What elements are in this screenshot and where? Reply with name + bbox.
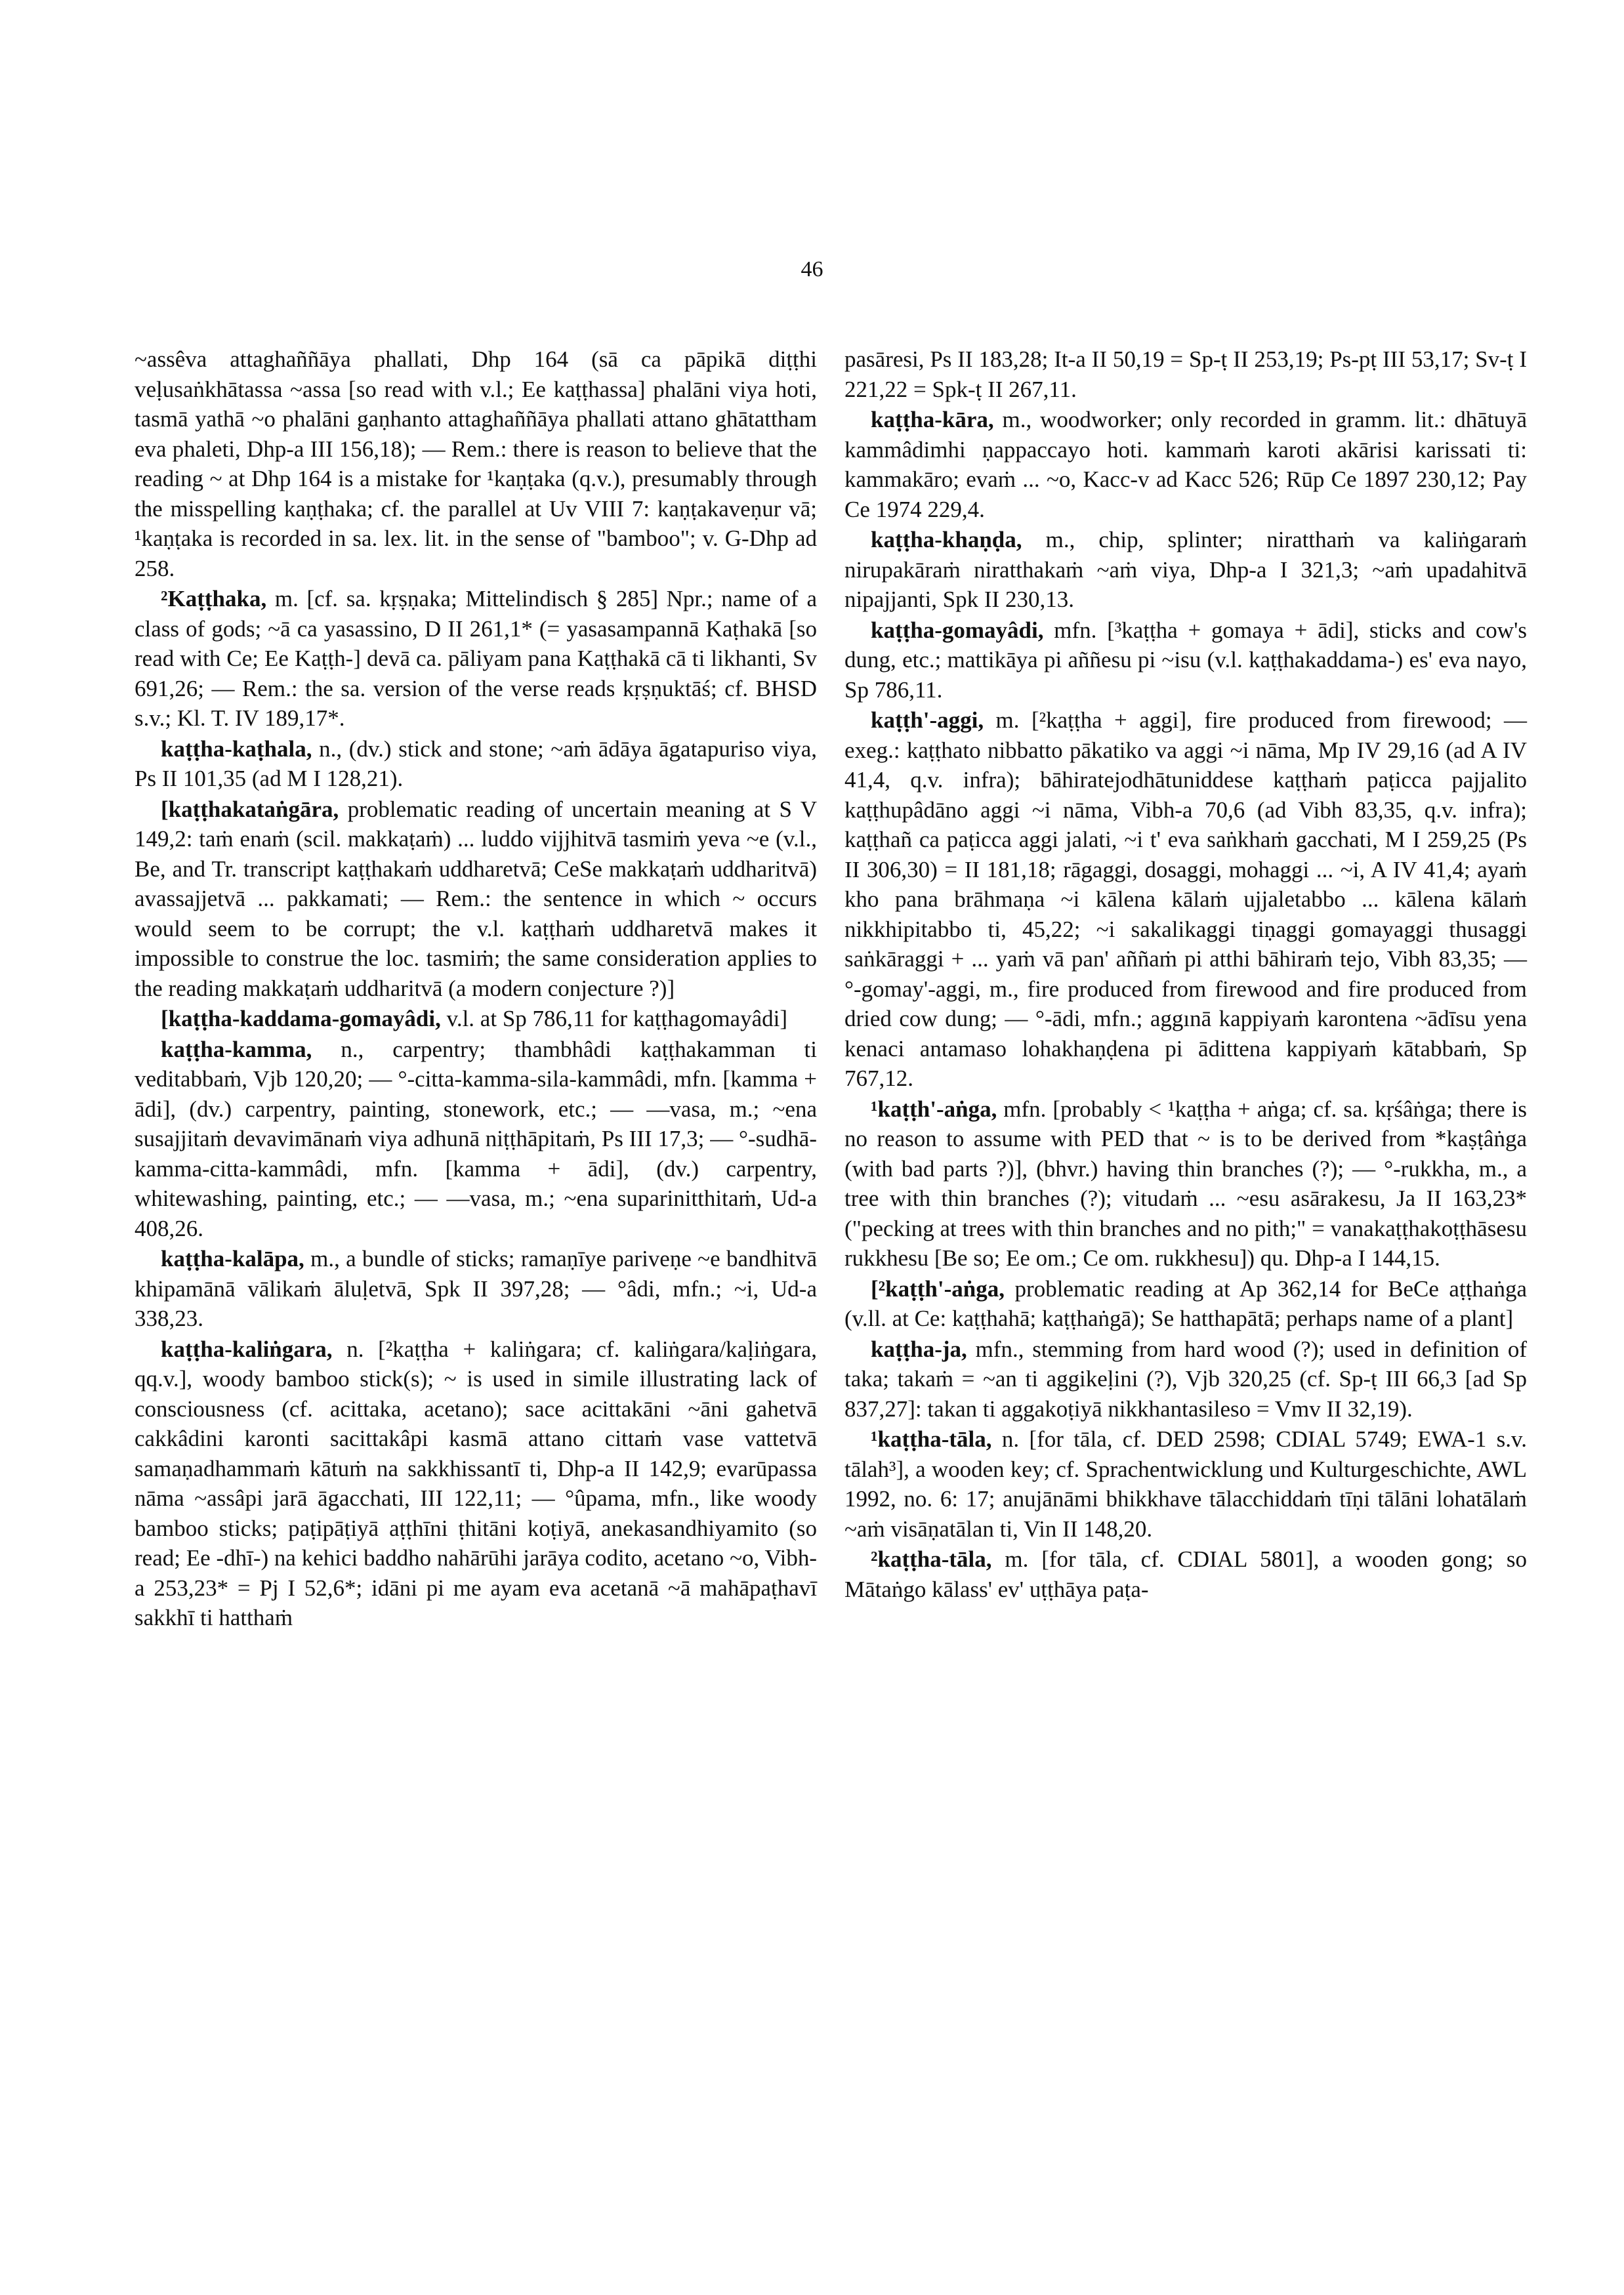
page-number: 46 xyxy=(801,257,823,281)
entry-continuation xyxy=(844,344,1527,404)
entry-headword: kaṭṭha-kaṭhala, xyxy=(161,735,312,762)
entry-text: mfn. [probably < ¹kaṭṭha + aṅga; cf. sa. kṛśâṅga; there is no reason to assume with PED that ~ is to be derived from *kaṣṭâṅga (with bad parts ?)], (bhvr.) having thin branches (?); — °-rukkha, m., a tree with thin branches (?); vitudaṁ ... ~esu asārakesu, Ja II 163,23* ("pecking at trees with thin branches and no pith;" = vanakaṭṭhakoṭṭhāsesu rukkhesu [Be so; Ee om.; Ce om. rukkhesu]) qu. Dhp-a I 144,15. xyxy=(844,1096,1527,1271)
dictionary-entry xyxy=(135,734,817,794)
right-column xyxy=(844,344,1527,1605)
dictionary-entry xyxy=(844,705,1527,1094)
dictionary-entry xyxy=(135,1334,817,1633)
entry-text: mfn., stemming from hard wood (?); used in definition of taka; takaṁ = ~an ti aggikeḷini (?), Vjb 320,25 (cf. Sp-ṭ III 66,3 [ad Sp 837,27]: takan ti aggakoṭiyā nikkhantasileso = Vmv II 32,19). xyxy=(844,1336,1527,1422)
entry-headword: kaṭṭh'-aggi, xyxy=(871,707,984,733)
entry-headword: kaṭṭha-khaṇḍa, xyxy=(871,527,1022,552)
entry-text: m. [²kaṭṭha + aggi], fire produced from firewood; — exeg.: kaṭṭhato nibbatto pākatiko va aggi ~i nāma, Mp IV 29,16 (ad A IV 41,4, q.v. infra); bāhiratejodhātuniddese kaṭṭhaṁ paṭicca pajjalito kaṭṭhupâdāno aggi ~i nāma, Vibh-a 70,6 (ad Vibh 83,35, q.v. infra); kaṭṭhañ ca paṭicca aggi jalati, ~i t' eva saṅkhaṁ gacchati, M I 259,25 (Ps II 306,30) = II 181,18; rāgaggi, dosaggi, mohaggi ... ~i, A IV 41,4; ayaṁ kho pana brāhmaṇa ~i kālena kālaṁ ujjaletabbo ... kālena kālaṁ nikkhipitabbo ti, 45,22; ~i sakalikaggi tiṇaggi gomayaggi thusaggi saṅkāraggi + ... yaṁ vā pan' aññaṁ pi atthi bāhiraṁ tejo, Vibh 83,35; — °-gomay'-aggi, m., fire produced from firewood and fire produced from dried cow dung; — °-ādi, mfn.; aggınā kappiyaṁ karontena ~ādīsu yena kenaci antamaso lohakhaṇḍena pi ādittena kappiyaṁ kātabbaṁ, Sp 767,12. xyxy=(844,707,1527,1091)
dictionary-entry xyxy=(844,525,1527,615)
entry-headword: kaṭṭha-kāra, xyxy=(871,407,994,432)
entry-text: m. [for tāla, cf. CDIAL 5801], a wooden gong; so Mātaṅgo kālass' ev' uṭṭhāya paṭa- xyxy=(844,1546,1527,1602)
dictionary-entry xyxy=(135,584,817,734)
entry-headword: [kaṭṭhakataṅgāra, xyxy=(161,796,339,822)
dictionary-entry xyxy=(844,615,1527,705)
entry-headword: [²kaṭṭh'-aṅga, xyxy=(871,1275,1005,1302)
entry-headword: kaṭṭha-kamma, xyxy=(161,1036,312,1062)
entry-text: n., (dv.) stick and stone; ~aṁ ādāya āgatapuriso viya, Ps II 101,35 (ad M I 128,21). xyxy=(135,735,817,791)
entry-text: n., carpentry; thambhâdi kaṭṭhakamman ti veditabbaṁ, Vjb 120,20; — °-citta-kamma-sila-kammâdi, mfn. [kamma + ādi], (dv.) carpentry, painting, stonework, etc.; — —vasa, m.; ~ena susajjitaṁ devavimānaṁ viya adhunā niṭṭhāpitaṁ, Ps III 17,3; — °-sudhā-kamma-citta-kammâdi, mfn. [kamma + ādi], (dv.) carpentry, whitewashing, painting, etc.; — —vasa, m.; ~ena suparinitthitaṁ, Ud-a 408,26. xyxy=(135,1036,817,1241)
dictionary-entry xyxy=(844,405,1527,524)
entry-headword: [kaṭṭha-kaddama-gomayâdi, xyxy=(161,1006,441,1031)
left-column xyxy=(135,344,817,1634)
entry-text: n. [²kaṭṭha + kaliṅgara; cf. kaliṅgara/kaḷiṅgara, qq.v.], woody bamboo stick(s); ~ is used in simile illustrating lack of consciousness (cf. acittaka, acetano); sace acittakāni ~āni gahetvā cakkâdini karonti sacittakâpi kasmā attano cittaṁ vase vattetvā samaṇadhammaṁ kātuṁ na sakkhissantī ti, Dhp-a II 142,9; evarūpassa nāma ~assâpi jarā āgacchati, III 122,11; — °ûpama, mfn., like woody bamboo sticks; paṭipāṭiyā aṭṭhīni ṭhitāni koṭiyā, anekasandhiyamito (so read; Ee -dhī-) na kehici baddho nahārūhi jarāya codito, acetano ~o, Vibh-a 253,23* = Pj I 52,6*; idāni pi me ayam eva acetanā ~ā mahāpaṭhavī sakkhī ti hatthaṁ xyxy=(135,1336,817,1630)
dictionary-entry xyxy=(135,1004,817,1034)
entry-text: m., chip, splinter; niratthaṁ va kaliṅgaraṁ nirupakāraṁ niratthakaṁ ~aṁ viya, Dhp-a I 321,3; ~aṁ upadahitvā nipajjanti, Spk II 230,13. xyxy=(844,527,1527,612)
entry-text: pasāresi, Ps II 183,28; It-a II 50,19 = Sp-ṭ II 253,19; Ps-pṭ III 53,17; Sv-ṭ I 221,22 = Spk-ṭ II 267,11. xyxy=(844,346,1527,402)
dictionary-entry xyxy=(844,1544,1527,1604)
entry-headword: kaṭṭha-kaliṅgara, xyxy=(161,1336,333,1362)
dictionary-entry xyxy=(135,1035,817,1244)
entry-text: ~assêva attaghaññāya phallati, Dhp 164 (sā ca pāpikā diṭṭhi veḷusaṅkhātassa ~assa [so read with v.l.; Ee kaṭṭhassa] phalāni viya hoti, tasmā yathā ~o phalāni gaṇhanto attaghaññāya phallati attano ghātattham eva phaleti, Dhp-a III 156,18); — Rem.: there is reason to believe that the reading ~ at Dhp 164 is a mistake for ¹kaṇṭaka (q.v.), presumably through the misspelling kaṇṭhaka; cf. the parallel at Uv VIII 7: kaṇṭakaveṇur vā; ¹kaṇṭaka is recorded in sa. lex. lit. in the sense of "bamboo"; v. G-Dhp ad 258. xyxy=(135,346,817,581)
entry-text: m. [cf. sa. kṛṣṇaka; Mittelindisch § 285] Npr.; name of a class of gods; ~ā ca yasassino, D II 261,1* (= yasasampannā Kaṭhakā [so read with Ce; Ee Kaṭṭh-] devā ca. pāliyam pana Kaṭṭhakā cā ti likhanti, Sv 691,26; — Rem.: the sa. version of the verse reads kṛṣṇuktāś; cf. BHSD s.v.; Kl. T. IV 189,17*. xyxy=(135,586,817,731)
dictionary-entry xyxy=(844,1424,1527,1544)
entry-headword: ²kaṭṭha-tāla, xyxy=(871,1546,992,1572)
entry-text: mfn. [³kaṭṭha + gomaya + ādi], sticks and cow's dung, etc.; mattikāya pi aññesu pi ~isu (v.l. kaṭṭhakaddama-) es' eva nayo, Sp 786,11. xyxy=(844,617,1527,703)
dictionary-entry xyxy=(135,795,817,1004)
entry-text: m., woodworker; only recorded in gramm. lit.: dhātuyā kammâdimhi ṇappaccayo hoti. kammaṁ karoti akārisi karissati ti: kammakāro; evaṁ ... ~o, Kacc-v ad Kacc 526; Rūp Ce 1897 230,12; Pay Ce 1974 229,4. xyxy=(844,407,1527,522)
entry-continuation xyxy=(135,344,817,583)
entry-text: problematic reading of uncertain meaning at S V 149,2: taṁ enaṁ (scil. makkaṭaṁ) ... luddo vijjhitvā tasmiṁ yeva ~e (v.l., Be, and Tr. transcript kaṭṭhakaṁ uddharetvā; CeSe makkaṭaṁ uddharitvā) avassajjetvā ... pakkamati; — Rem.: the sentence in which ~ occurs would seem to be corrupt; the v.l. kaṭṭhaṁ uddharetvā makes it impossible to construe the loc. tasmiṁ; the same consideration applies to the reading makkaṭaṁ uddharitvā (a modern conjecture ?)] xyxy=(135,796,817,1001)
entry-text: v.l. at Sp 786,11 for kaṭṭhagomayâdi] xyxy=(440,1006,787,1031)
entry-headword: kaṭṭha-kalāpa, xyxy=(161,1246,304,1272)
dictionary-entry xyxy=(844,1094,1527,1273)
entry-headword: ²Kaṭṭhaka, xyxy=(161,586,267,611)
dictionary-entry xyxy=(844,1334,1527,1424)
entry-text: n. [for tāla, cf. DED 2598; CDIAL 5749; EWA-1 s.v. tālah³], a wooden key; cf. Sprachentwicklung und Kulturgeschichte, AWL 1992, no. 6: 17; anujānāmi bhikkhave tālacchiddaṁ tīṇi tālāni lohatālaṁ ~aṁ visāṇatālan ti, Vin II 148,20. xyxy=(844,1426,1527,1542)
dictionary-entry xyxy=(844,1274,1527,1334)
entry-text: m., a bundle of sticks; ramaṇīye pariveṇe ~e bandhitvā khipamānā vālikaṁ āluḷetvā, Spk II 397,28; — °âdi, mfn.; ~i, Ud-a 338,23. xyxy=(135,1246,817,1331)
entry-headword: kaṭṭha-gomayâdi, xyxy=(871,617,1044,643)
entry-text: problematic reading at Ap 362,14 for BeCe aṭṭhaṅga (v.ll. at Ce: kaṭṭhahā; kaṭṭhaṅgā); Se hatthapātā; perhaps name of a plant] xyxy=(844,1275,1527,1331)
dictionary-entry xyxy=(135,1244,817,1334)
entry-headword: kaṭṭha-ja, xyxy=(871,1336,967,1362)
entry-headword: ¹kaṭṭha-tāla, xyxy=(871,1426,992,1452)
entry-headword: ¹kaṭṭh'-aṅga, xyxy=(871,1096,997,1122)
